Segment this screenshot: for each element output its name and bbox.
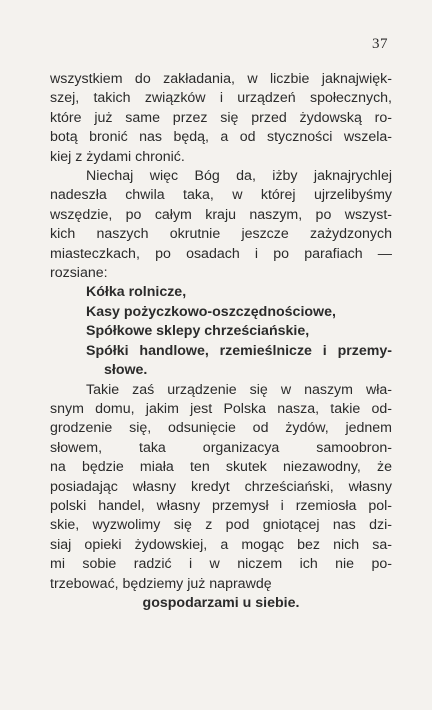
text-line: trzebować, będziemy już naprawdę (50, 575, 272, 592)
text-line: nadeszła chwila taka, w której ujrzelibyśmy (50, 187, 392, 204)
text-line: słowem, taka organizacya samoobron- (50, 439, 392, 456)
text-line: posiadając własny kredyt chrześciański, własny (50, 478, 392, 495)
list-item: Spółki handlowe, rzemieślnicze i przemy- (86, 342, 392, 359)
text-line: które już same przez się przed żydowską ro- (50, 109, 392, 126)
text-line: rozsiane: (50, 265, 108, 282)
page-number: 37 (372, 36, 388, 52)
text-line: mi sobie radzić i w niczem ich nie po- (50, 556, 392, 573)
text-line: szej, takich związków i urządzeń społecznych, (50, 90, 392, 107)
text-line: kich naszych okrutnie jeszcze zażydzonych (50, 226, 392, 243)
list-item: Spółkowe sklepy chrześciańskie, (86, 323, 310, 340)
text-line: siaj opieki żydowskiej, a mogąc bez nich sa- (50, 536, 392, 553)
body-text (50, 70, 392, 613)
text-line: skie, wyzwolimy się z pod gniotącej nas dzi- (50, 517, 392, 534)
text-line: Takie zaś urządzenie się w naszym wła- (86, 381, 392, 398)
text-line: snym domu, jakim jest Polska nasza, takie od- (50, 400, 392, 417)
text-line: polski handel, własny przemysł i rzemiosła pol- (50, 497, 392, 514)
text-line: botą bronić nas będą, a od styczności wszela- (50, 129, 392, 146)
list-item: Kółka rolnicze, (86, 284, 187, 301)
list-item: Kasy pożyczkowo-oszczędnościowe, (86, 303, 336, 320)
list-item-continuation: słowe. (104, 362, 148, 379)
text-line: wszystkiem do zakładania, w liczbie jaknajwięk- (50, 71, 392, 87)
text-line: wszędzie, po całym kraju naszym, po wszyst- (50, 206, 392, 223)
text-line: na będzie miała ten skutek niezawodny, że (50, 459, 392, 476)
closing-phrase: gospodarzami u siebie. (142, 594, 300, 611)
text-line: miasteczkach, po osadach i po parafiach — (50, 245, 392, 262)
text-line: Niechaj więc Bóg da, iżby jaknajrychlej (86, 168, 392, 185)
text-line: kiej z żydami chronić. (50, 148, 185, 165)
text-line: grodzenie się, odsunięcie od żydów, jednem (50, 420, 392, 437)
